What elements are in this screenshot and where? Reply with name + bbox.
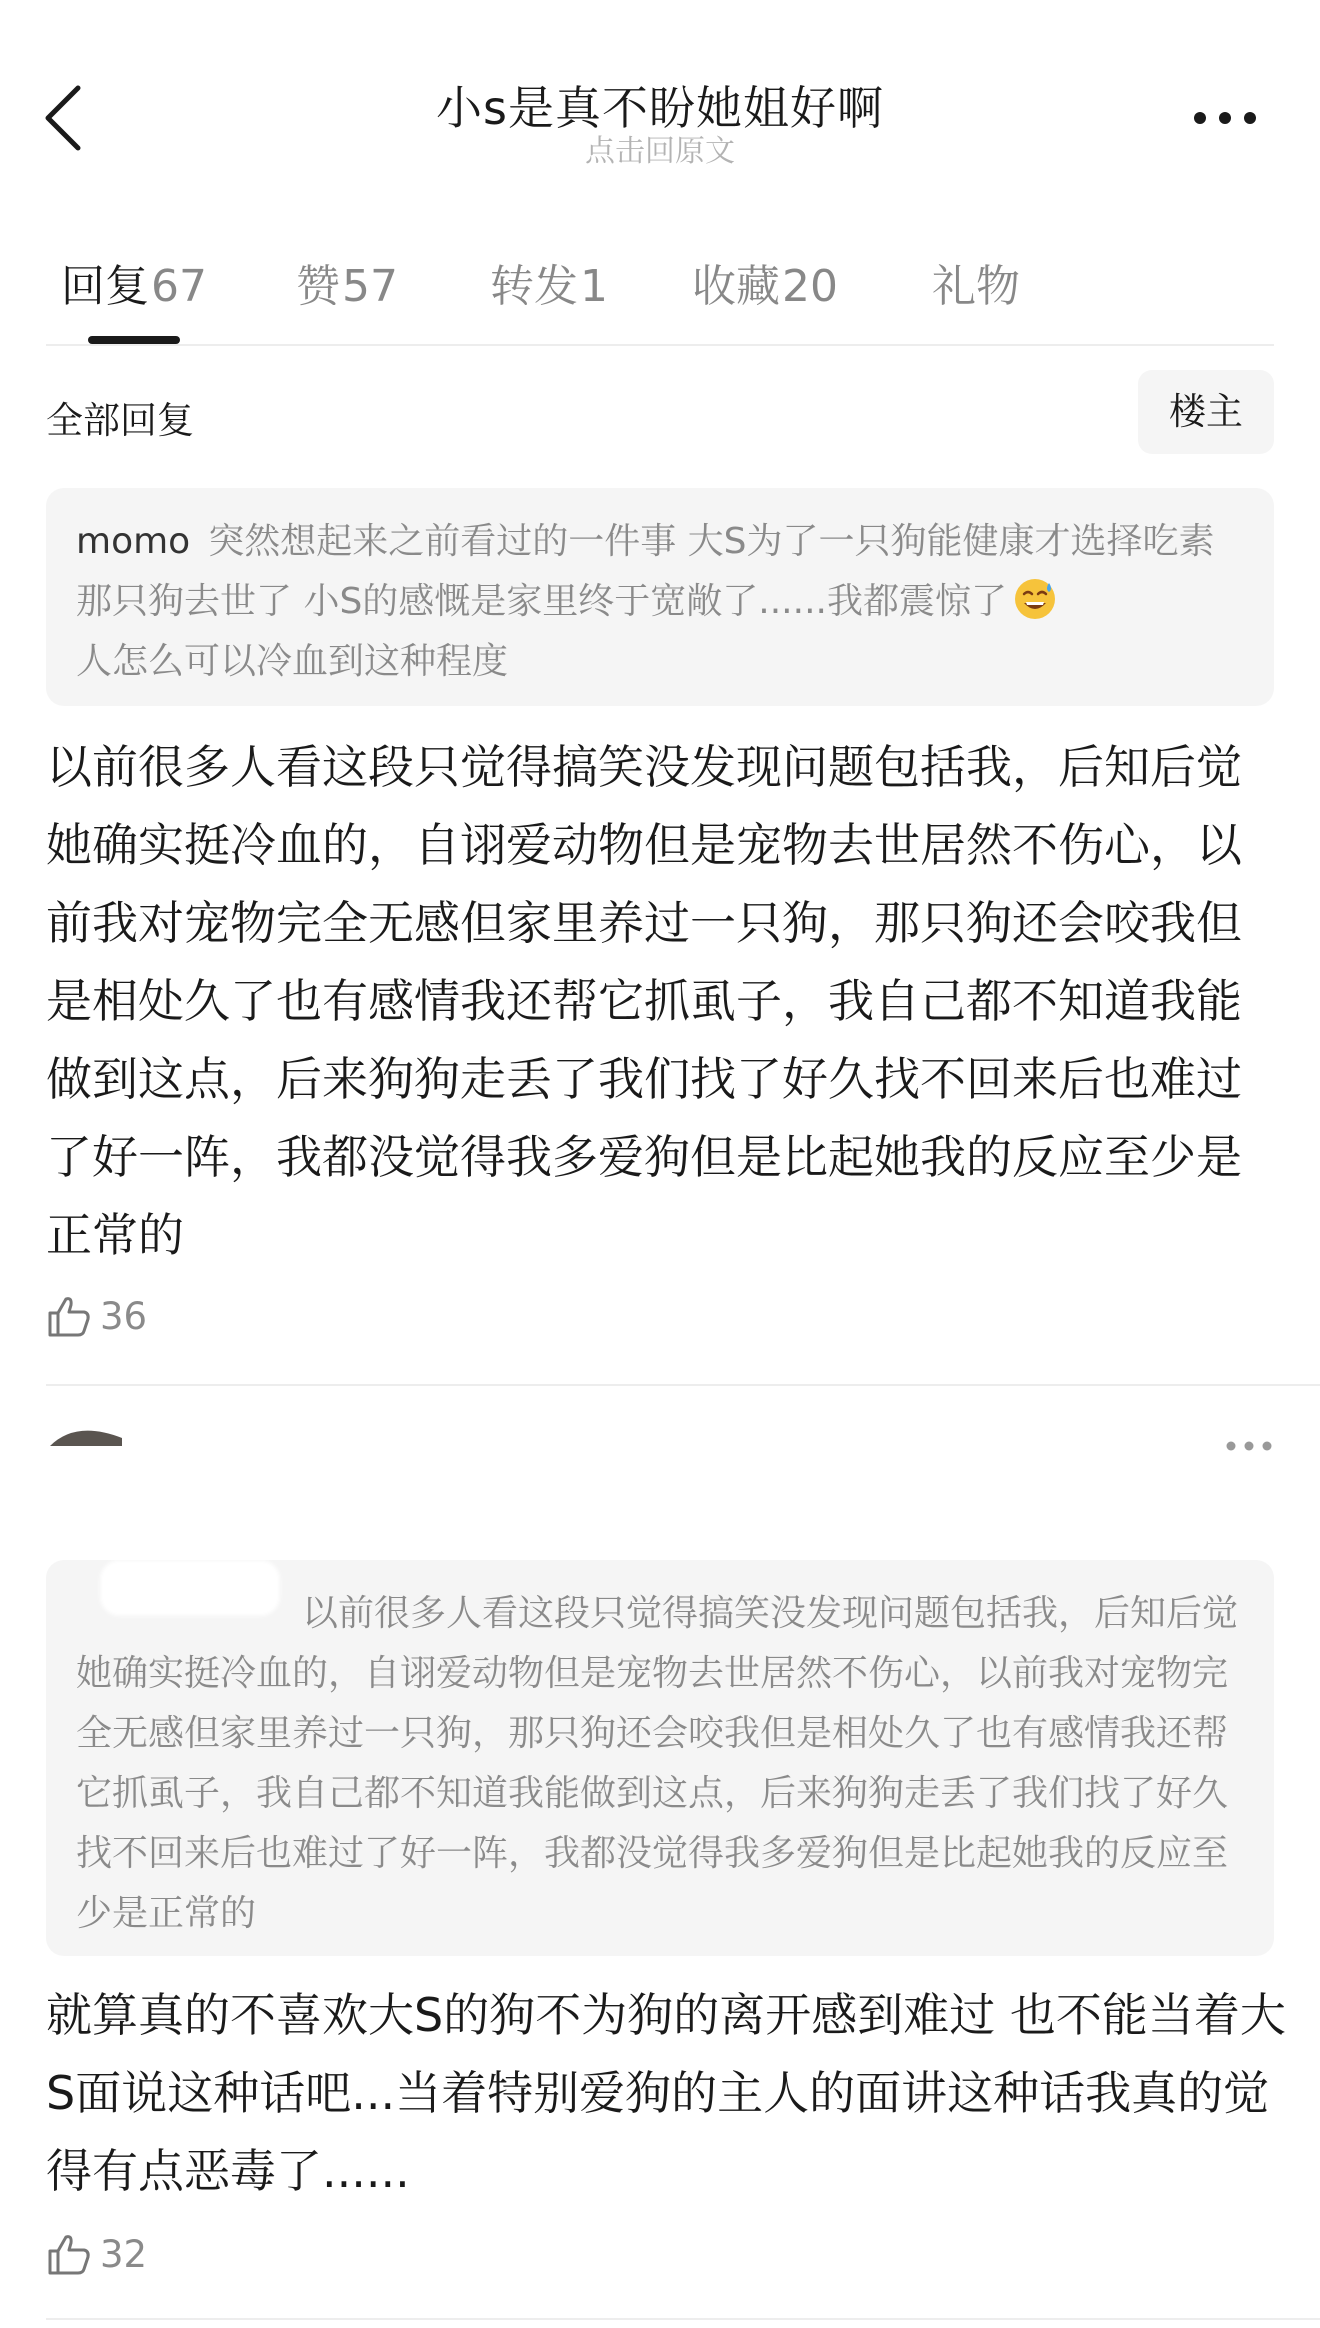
top-nav-bar xyxy=(0,0,1320,200)
interaction-tabs xyxy=(46,250,1274,340)
quoted-comment[interactable] xyxy=(46,488,1274,706)
tab-likes-count: 57 xyxy=(342,261,398,312)
redacted-username xyxy=(100,1560,280,1616)
quoted-text-tail: 人怎么可以冷血到这种程度 xyxy=(76,641,509,682)
quoted-comment[interactable] xyxy=(46,1560,1274,1956)
tab-favorites[interactable] xyxy=(692,250,838,314)
all-replies-label[interactable]: 全部回复 xyxy=(46,399,194,442)
quoted-comment-text xyxy=(46,1560,1274,1944)
tab-likes[interactable] xyxy=(296,250,398,314)
tab-favorites-count: 20 xyxy=(782,261,838,312)
tab-likes-label: 赞 xyxy=(296,261,340,312)
like-button[interactable] xyxy=(46,1286,147,1346)
reply-body-text: 就算真的不喜欢大S的狗不为狗的离开感到难过 也不能当着大S面说这种话吧...当着特别爱狗的主人的面讲这种话我真的觉得有点恶毒了...... xyxy=(46,1988,1286,2198)
active-tab-indicator xyxy=(88,336,180,344)
reply-divider xyxy=(46,2318,1320,2320)
tab-favorites-label: 收藏 xyxy=(692,261,780,312)
tab-reposts-count: 1 xyxy=(580,261,608,312)
tab-reposts-label: 转发 xyxy=(490,261,578,312)
like-count: 32 xyxy=(100,2232,148,2276)
quoted-text-main: 以前很多人看这段只觉得搞笑没发现问题包括我，后知后觉她确实挺冷血的，自诩爱动物但是宠物去世居然不伤心，以前我对宠物完全无感但家里养过一只狗，那只狗还会咬我但是相处久了也有感情我还帮它抓虱子，我自己都不知道我能做到这点，后来狗狗走丢了我们找了好久找不回来后也难过了好一阵，我都没觉得我多爱狗但是比起她我的反应至少是正常的 xyxy=(76,1593,1239,1934)
reply-body-text: 以前很多人看这段只觉得搞笑没发现问题包括我，后知后觉她确实挺冷血的，自诩爱动物但是宠物去世居然不伤心，以前我对宠物完全无感但家里养过一只狗，那只狗还会咬我但是相处久了也有感情我还帮它抓虱子，我自己都不知道我能做到这点，后来狗狗走丢了我们找了好久找不回来后也难过了好一阵，我都没觉得我多爱狗但是比起她我的反应至少是正常的 xyxy=(46,740,1242,1262)
quoted-author[interactable]: momo xyxy=(76,521,191,562)
like-button[interactable] xyxy=(46,2224,147,2284)
reply-filter-row xyxy=(46,370,1274,454)
avatar[interactable] xyxy=(46,1426,126,1446)
quoted-text-main: 突然想起来之前看过的一件事 大S为了一只狗能健康才选择吃素 那只狗去世了 小S的感慨是家里终于宽敞了......我都震惊了 xyxy=(76,521,1215,622)
avatar-image xyxy=(46,1426,126,1446)
tab-replies[interactable] xyxy=(61,250,207,314)
tab-replies-label: 回复 xyxy=(61,261,149,312)
tab-replies-count: 67 xyxy=(151,261,207,312)
op-filter-button[interactable]: 楼主 xyxy=(1138,370,1274,454)
tabs-divider xyxy=(46,344,1274,346)
tab-gifts[interactable] xyxy=(932,250,1022,314)
thumbs-up-icon xyxy=(46,1293,92,1339)
sweat-smile-emoji-icon xyxy=(1013,577,1057,621)
like-count: 36 xyxy=(100,1294,148,1338)
reply-divider xyxy=(46,1384,1320,1386)
thumbs-up-icon xyxy=(46,2231,92,2277)
more-dots-icon xyxy=(1224,1434,1274,1458)
more-dots-icon xyxy=(1190,100,1260,136)
post-title[interactable]: 小s是真不盼她姐好啊 xyxy=(436,81,884,135)
reply-more-options-button[interactable] xyxy=(1224,1434,1274,1458)
more-options-button[interactable] xyxy=(1190,100,1260,136)
back-to-original-link[interactable]: 点击回原文 xyxy=(585,134,735,169)
tab-gifts-label: 礼物 xyxy=(932,261,1020,312)
tab-reposts[interactable] xyxy=(490,250,608,314)
quoted-comment-text xyxy=(46,488,1274,692)
